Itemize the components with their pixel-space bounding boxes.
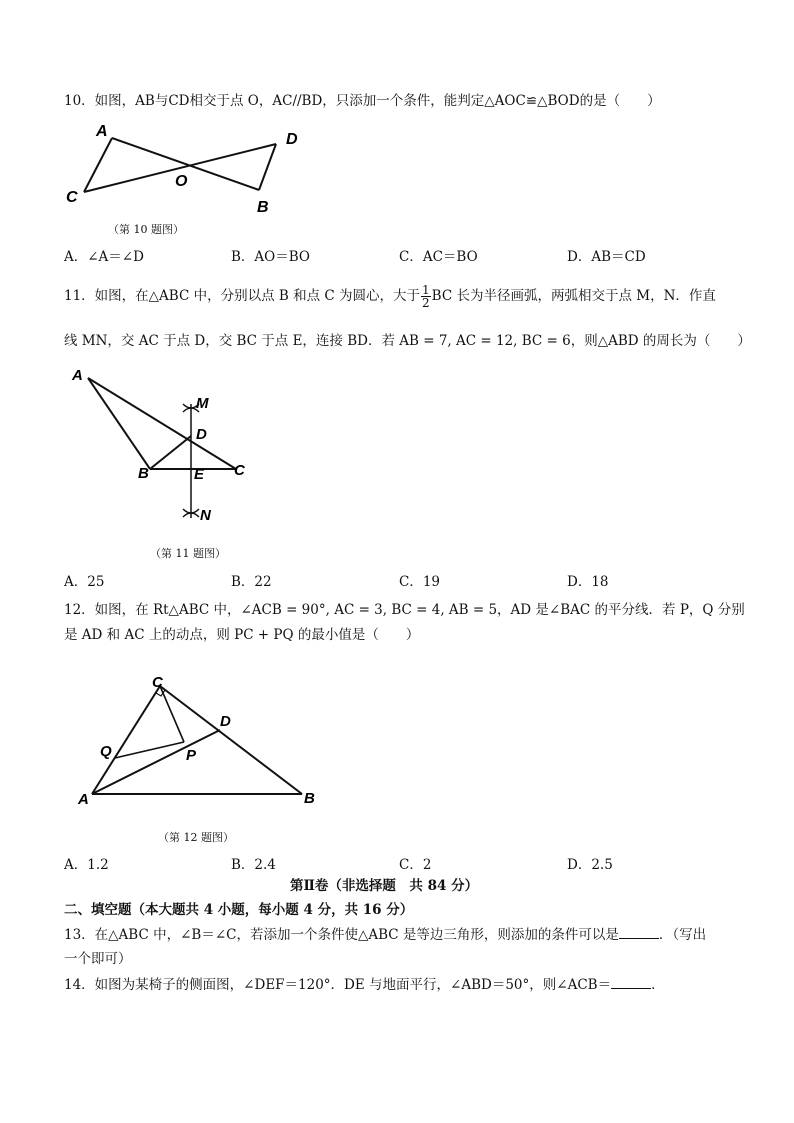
q10-figure <box>60 118 320 218</box>
q12-label-D: D <box>220 713 231 730</box>
q13-line1-b: ．（写出 <box>658 927 707 943</box>
part2-title: 第Ⅱ卷（非选择题 共 84 分） <box>290 878 479 894</box>
q13-line2: 一个即可） <box>64 951 132 967</box>
section2-title: 二、填空题（本大题共 4 小题，每小题 4 分，共 16 分） <box>64 902 414 918</box>
q14-line <box>64 976 665 994</box>
q11-option-b: B．22 <box>231 574 272 590</box>
q11-label-E: E <box>194 466 205 483</box>
q11-label-C: C <box>234 462 245 479</box>
q14-line-b: ． <box>651 977 665 993</box>
q10-option-b: B．AO＝BO <box>231 249 310 265</box>
q14-answer-blank <box>611 976 651 989</box>
q11-fraction <box>421 284 431 309</box>
q11-stem-line1 <box>64 284 716 309</box>
q12-label-P: P <box>186 747 197 764</box>
q11-option-a: A．25 <box>64 574 105 590</box>
q10-option-c: C．AC＝BO <box>399 249 478 265</box>
q13-answer-blank <box>619 926 659 939</box>
q12-label-B: B <box>304 790 315 807</box>
q11-label-D: D <box>196 426 207 443</box>
q11-label-A: A <box>72 367 83 384</box>
q12-figure <box>70 672 330 812</box>
q10-label-B: B <box>257 199 269 216</box>
q12-stem-line2: 是 AD 和 AC 上的动点，则 PC + PQ 的最小值是（ ） <box>64 627 420 643</box>
q11-stem-part2: BC 长为半径画弧，两弧相交于点 M，N．作直 <box>431 288 716 304</box>
q10-label-C: C <box>66 189 78 206</box>
q10-option-a: A．∠A＝∠D <box>64 249 144 265</box>
q10-option-d: D．AB＝CD <box>567 249 646 265</box>
q12-stem-line1: 12．如图，在 Rt△ABC 中，∠ACB = 90°, AC = 3, BC = 4, AB = 5，AD 是∠BAC 的平分线．若 P，Q 分别 <box>64 602 745 618</box>
q13-line1-a: 13．在△ABC 中，∠B＝∠C，若添加一个条件使△ABC 是等边三角形，则添加的条件可以是 <box>64 927 619 943</box>
q12-option-d: D．2.5 <box>567 857 613 873</box>
q12-option-a: A．1.2 <box>64 857 109 873</box>
q10-figure-caption: （第 10 题图） <box>108 223 184 236</box>
q11-option-d: D．18 <box>567 574 609 590</box>
q10-label-D: D <box>286 131 298 148</box>
q11-option-c: C．19 <box>399 574 441 590</box>
q11-stem-part1: 11．如图，在△ABC 中，分别以点 B 和点 C 为圆心，大于 <box>64 288 421 304</box>
q13-line1 <box>64 926 706 944</box>
q12-label-C: C <box>152 674 163 691</box>
q11-frac-num: 1 <box>422 283 430 297</box>
q14-line-a: 14．如图为某椅子的侧面图，∠DEF＝120°．DE 与地面平行，∠ABD＝50°，则∠ACB＝ <box>64 977 612 993</box>
q11-label-N: N <box>200 507 211 524</box>
q12-option-b: B．2.4 <box>231 857 276 873</box>
q12-label-Q: Q <box>100 743 112 760</box>
q11-label-M: M <box>196 395 209 412</box>
q12-figure-caption: （第 12 题图） <box>158 831 234 844</box>
q10-label-A: A <box>96 123 108 140</box>
q11-label-B: B <box>138 465 149 482</box>
q11-figure-caption: （第 11 题图） <box>150 547 226 560</box>
q10-label-O: O <box>175 173 188 190</box>
q12-label-A: A <box>78 791 89 808</box>
q11-figure <box>66 366 266 536</box>
q10-stem: 10．如图，AB与CD相交于点 O，AC//BD，只添加一个条件，能判定△AOC≌△BOD的是（ ） <box>64 93 661 109</box>
q12-option-c: C．2 <box>399 857 432 873</box>
q11-frac-den: 2 <box>422 296 430 310</box>
q11-stem-line2: 线 MN，交 AC 于点 D，交 BC 于点 E，连接 BD．若 AB = 7, AC = 12, BC = 6，则△ABD 的周长为（ ） <box>64 333 751 349</box>
